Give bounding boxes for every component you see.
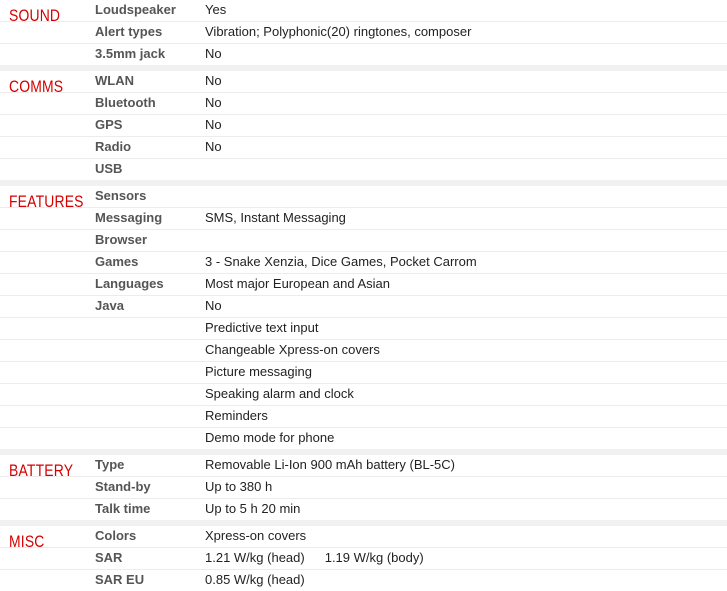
spec-value: Picture messaging (205, 364, 312, 379)
spec-row-sar (0, 548, 727, 570)
spec-label[interactable]: Talk time (95, 501, 151, 516)
section-comms (0, 65, 727, 180)
section-battery (0, 449, 727, 520)
spec-label[interactable]: Colors (95, 528, 137, 543)
spec-row-feature (0, 384, 727, 406)
spec-value: SMS, Instant Messaging (205, 210, 346, 225)
spec-label[interactable]: Browser (95, 232, 148, 247)
spec-label[interactable]: GPS (95, 117, 123, 132)
spec-value: Speaking alarm and clock (205, 386, 354, 401)
spec-row-sensors (0, 186, 727, 208)
section-title[interactable]: MISC (9, 532, 45, 551)
spec-row-loudspeaker (0, 0, 727, 22)
section-sound (0, 0, 727, 65)
section-title[interactable]: BATTERY (9, 461, 74, 480)
spec-value: Yes (205, 2, 227, 17)
spec-value: 0.85 W/kg (head) (205, 572, 305, 587)
spec-row-feature (0, 318, 727, 340)
spec-row-feature (0, 428, 727, 449)
section-title[interactable]: FEATURES (9, 192, 84, 211)
spec-value: No (205, 95, 222, 110)
section-title[interactable]: COMMS (9, 77, 64, 96)
spec-row-sar-eu (0, 570, 727, 591)
spec-value: Xpress-on covers (205, 528, 307, 543)
spec-label[interactable]: SAR (95, 550, 123, 565)
spec-value: No (205, 73, 222, 88)
spec-label[interactable]: 3.5mm jack (95, 46, 166, 61)
spec-label[interactable]: Bluetooth (95, 95, 156, 110)
spec-row-talk-time (0, 499, 727, 520)
spec-row-feature (0, 340, 727, 362)
spec-value: Up to 380 h (205, 479, 273, 494)
spec-value: Changeable Xpress-on covers (205, 342, 380, 357)
spec-label[interactable]: Alert types (95, 24, 163, 39)
spec-row-alert-types (0, 22, 727, 44)
spec-row-battery-type (0, 455, 727, 477)
spec-label[interactable]: Loudspeaker (95, 2, 176, 17)
spec-row-games (0, 252, 727, 274)
spec-row-feature (0, 406, 727, 428)
spec-value: No (205, 46, 222, 61)
spec-value: Most major European and Asian (205, 276, 390, 291)
spec-row-radio (0, 137, 727, 159)
spec-label[interactable]: Stand-by (95, 479, 151, 494)
spec-row-languages (0, 274, 727, 296)
spec-row-messaging (0, 208, 727, 230)
spec-row-colors (0, 526, 727, 548)
spec-row-bluetooth (0, 93, 727, 115)
spec-label[interactable]: SAR EU (95, 572, 145, 587)
spec-value: 3 - Snake Xenzia, Dice Games, Pocket Carrom (205, 254, 477, 269)
spec-value: Demo mode for phone (205, 430, 335, 445)
spec-row-jack (0, 44, 727, 65)
sar-head-value: 1.21 W/kg (head) (205, 550, 305, 565)
sar-body-value: 1.19 W/kg (body) (324, 550, 424, 565)
spec-label[interactable]: Languages (95, 276, 164, 291)
spec-row-usb (0, 159, 727, 180)
spec-value: No (205, 298, 222, 313)
spec-label[interactable]: Java (95, 298, 124, 313)
spec-label[interactable]: USB (95, 161, 123, 176)
spec-row-wlan (0, 71, 727, 93)
spec-value (205, 550, 424, 565)
spec-value: Up to 5 h 20 min (205, 501, 301, 516)
spec-label[interactable]: Sensors (95, 188, 147, 203)
spec-row-java (0, 296, 727, 318)
spec-value: Predictive text input (205, 320, 319, 335)
spec-row-browser (0, 230, 727, 252)
spec-label[interactable]: Games (95, 254, 139, 269)
spec-value: No (205, 139, 222, 154)
spec-value: Vibration; Polyphonic(20) ringtones, composer (205, 24, 472, 39)
spec-value: No (205, 117, 222, 132)
spec-row-feature (0, 362, 727, 384)
spec-row-gps (0, 115, 727, 137)
section-title[interactable]: SOUND (9, 6, 61, 25)
spec-label[interactable]: Radio (95, 139, 132, 154)
spec-label[interactable]: WLAN (95, 73, 134, 88)
section-features (0, 180, 727, 449)
spec-row-standby (0, 477, 727, 499)
spec-value: Removable Li-Ion 900 mAh battery (BL-5C) (205, 457, 456, 472)
spec-label[interactable]: Messaging (95, 210, 163, 225)
spec-value: Reminders (205, 408, 268, 423)
spec-label[interactable]: Type (95, 457, 125, 472)
section-misc (0, 520, 727, 591)
